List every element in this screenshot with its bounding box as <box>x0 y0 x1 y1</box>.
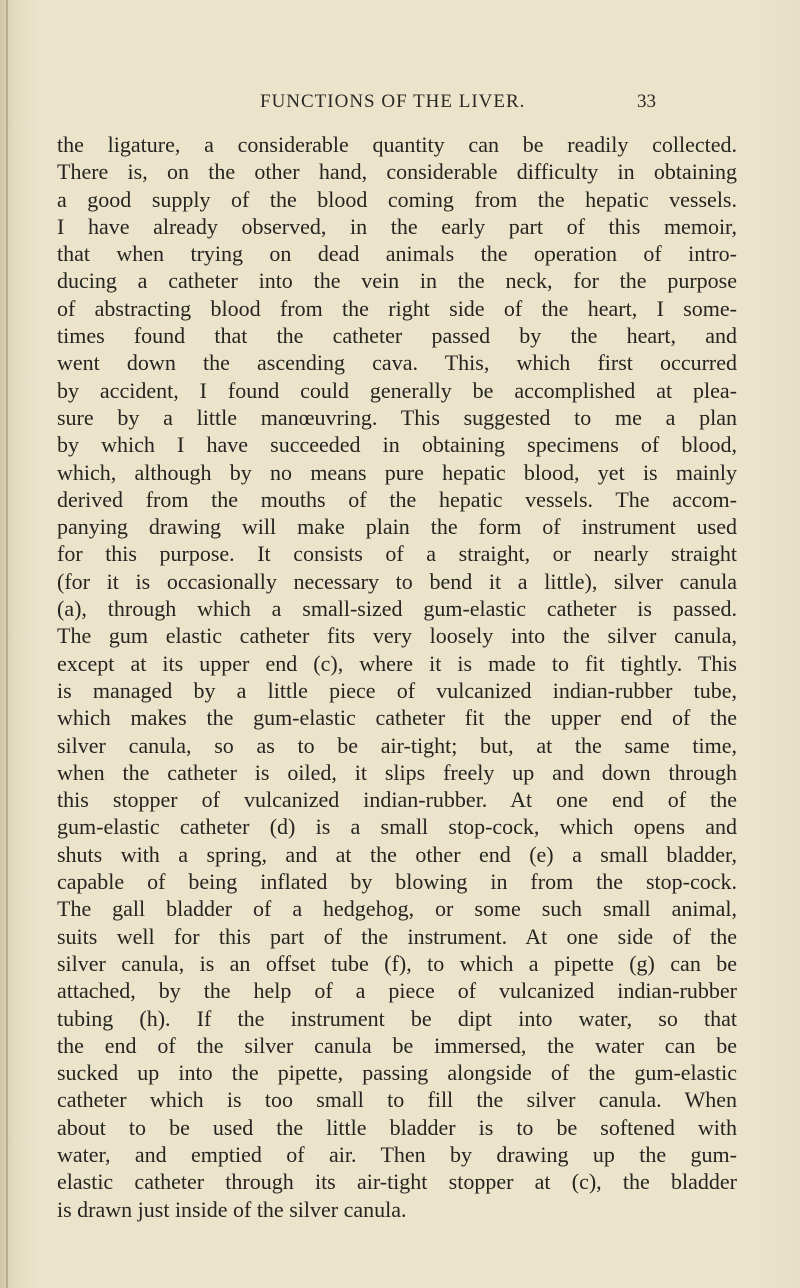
text-line: tubing (h). If the instrument be dipt into water, so that <box>57 1005 737 1031</box>
text-line: (for it is occasionally necessary to bend it a little), silver canula <box>57 568 737 594</box>
body-paragraph <box>57 131 737 1223</box>
text-line: attached, by the help of a piece of vulcanized indian-rubber <box>57 978 737 1004</box>
text-line: is managed by a little piece of vulcanized indian-rubber tube, <box>57 677 737 703</box>
text-line: gum-elastic catheter (d) is a small stop-cock, which opens and <box>57 814 737 840</box>
text-line: for this purpose. It consists of a straight, or nearly straight <box>57 541 737 567</box>
text-line: which, although by no means pure hepatic blood, yet is mainly <box>57 459 737 485</box>
text-line: The gum elastic catheter fits very loosely into the silver canula, <box>57 623 737 649</box>
running-title: FUNCTIONS OF THE LIVER. <box>260 91 526 112</box>
text-line: the ligature, a considerable quantity can be readily collected. <box>57 132 737 157</box>
text-line: shuts with a spring, and at the other end (e) a small bladder, <box>57 841 737 867</box>
text-line: elastic catheter through its air-tight stopper at (c), the bladder <box>57 1169 737 1195</box>
text-line: this stopper of vulcanized indian-rubber. At one end of the <box>57 787 737 813</box>
text-line: sure by a little manœuvring. This suggested to me a plan <box>57 404 737 430</box>
text-line: I have already observed, in the early part of this memoir, <box>57 213 737 239</box>
text-line: There is, on the other hand, considerable difficulty in obtaining <box>57 159 737 185</box>
running-head <box>0 91 800 121</box>
text-line: by which I have succeeded in obtaining specimens of blood, <box>57 432 737 458</box>
page-number: 33 <box>637 91 656 112</box>
text-line: by accident, I found could generally be accomplished at plea- <box>57 377 737 403</box>
text-line: panying drawing will make plain the form of instrument used <box>57 514 737 540</box>
text-line: silver canula, is an offset tube (f), to which a pipette (g) can be <box>57 950 737 976</box>
text-line: silver canula, so as to be air-tight; but, at the same time, <box>57 732 737 758</box>
text-line: that when trying on dead animals the operation of intro- <box>57 241 737 267</box>
text-line: except at its upper end (c), where it is made to fit tightly. This <box>57 650 737 676</box>
text-line: of abstracting blood from the right side of the heart, I some- <box>57 295 737 321</box>
text-line: catheter which is too small to fill the silver canula. When <box>57 1087 737 1113</box>
text-line: water, and emptied of air. Then by drawing up the gum- <box>57 1141 737 1167</box>
text-line: when the catheter is oiled, it slips freely up and down through <box>57 759 737 785</box>
text-line: a good supply of the blood coming from the hepatic vessels. <box>57 186 737 212</box>
page-gutter <box>6 0 8 1288</box>
text-line: went down the ascending cava. This, which first occurred <box>57 350 737 376</box>
text-line: suits well for this part of the instrument. At one side of the <box>57 923 737 949</box>
text-line: derived from the mouths of the hepatic vessels. The accom- <box>57 486 737 512</box>
text-line: sucked up into the pipette, passing alongside of the gum-elastic <box>57 1060 737 1086</box>
text-line: ducing a catheter into the vein in the neck, for the purpose <box>57 268 737 294</box>
text-line: which makes the gum-elastic catheter fit the upper end of the <box>57 705 737 731</box>
text-line: The gall bladder of a hedgehog, or some such small animal, <box>57 896 737 922</box>
text-line: capable of being inflated by blowing in from the stop-cock. <box>57 869 737 895</box>
text-line: the end of the silver canula be immersed, the water can be <box>57 1032 737 1058</box>
text-line: (a), through which a small-sized gum-elastic catheter is passed. <box>57 596 737 622</box>
text-line: about to be used the little bladder is to be softened with <box>57 1114 737 1140</box>
text-line-last: is drawn just inside of the silver canula. <box>57 1196 407 1222</box>
text-line: times found that the catheter passed by the heart, and <box>57 323 737 349</box>
